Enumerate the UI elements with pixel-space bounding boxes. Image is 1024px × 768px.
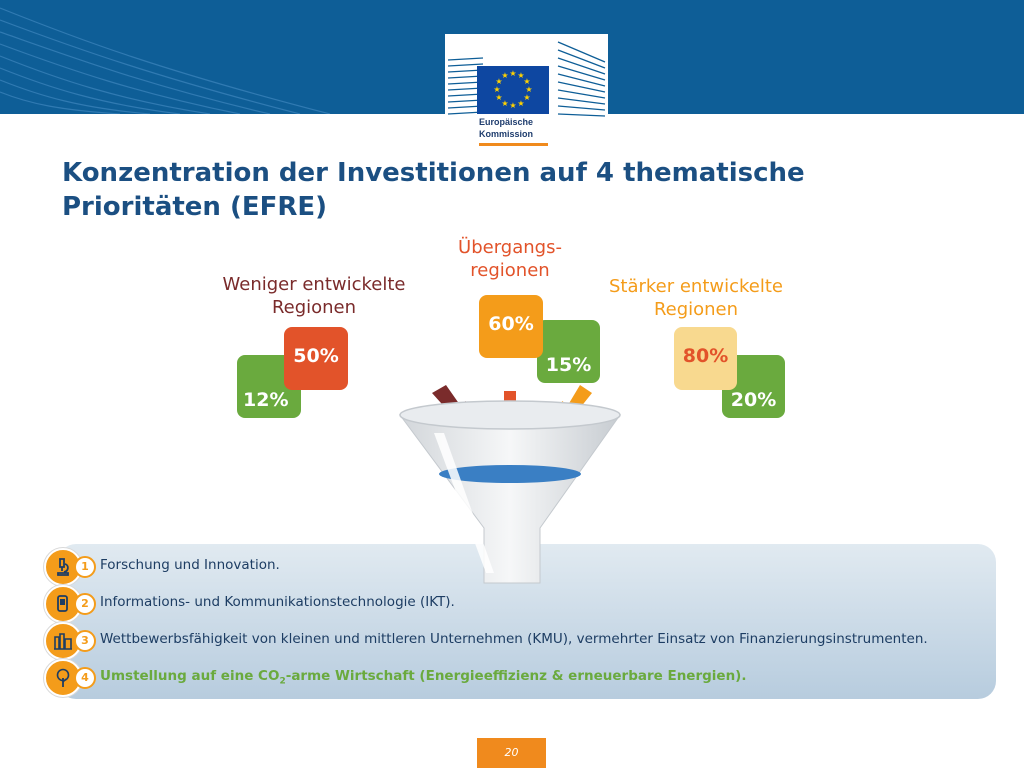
priority-text-4-pre: Umstellung auf eine CO [100, 668, 280, 684]
svg-text:★: ★ [509, 69, 517, 78]
svg-text:★: ★ [495, 77, 503, 86]
priority-text-3: Wettbewerbsfähigkeit von kleinen und mittleren Unternehmen (KMU), vermehrter Einsatz von Finanzierungsinstrumenten. [100, 631, 928, 647]
region-label-transition [420, 236, 600, 282]
svg-text:★: ★ [523, 93, 531, 102]
more-top-percent-box [674, 327, 737, 390]
less-top-percent: 50% [293, 344, 339, 367]
region-label-more-line1: Stärker entwickelte [608, 276, 784, 297]
priority-text-2: Informations- und Kommunikationstechnologie (IKT). [100, 594, 455, 610]
region-label-transition-line2: regionen [470, 260, 550, 281]
ec-logo-line1: Europäische [479, 117, 534, 127]
svg-text:★: ★ [517, 99, 525, 108]
priority-number-4: 4 [74, 667, 96, 689]
more-bottom-percent: 20% [730, 389, 777, 411]
region-label-transition-line1: Übergangs- [458, 237, 562, 258]
funnel-icon [400, 401, 620, 583]
svg-text:★: ★ [493, 85, 501, 94]
region-label-more-developed [586, 275, 806, 321]
ec-logo-text [479, 116, 533, 140]
svg-text:★: ★ [495, 93, 503, 102]
region-label-less-line2: Regionen [271, 297, 357, 318]
svg-text:★: ★ [517, 71, 525, 80]
less-bottom-percent: 12% [243, 389, 289, 411]
transition-bottom-percent: 15% [545, 354, 592, 376]
page-number: 20 [477, 738, 546, 768]
priority-text-4-post: -arme Wirtschaft (Energieeffizienz & erneuerbare Energien). [285, 668, 747, 684]
priority-text-4-sub: 2 [279, 676, 286, 687]
transition-bottom-percent-box [537, 320, 600, 383]
region-label-less-developed [204, 273, 424, 319]
funnel-graphic [390, 383, 650, 593]
svg-text:★: ★ [501, 71, 509, 80]
ec-logo-accent-bar [479, 143, 548, 146]
transition-top-percent: 60% [488, 312, 534, 335]
priority-number-1: 1 [74, 556, 96, 578]
priority-text-1: Forschung und Innovation. [100, 557, 280, 573]
ec-logo-line2: Kommission [479, 129, 534, 139]
priority-number-3: 3 [74, 630, 96, 652]
transition-top-percent-box [479, 295, 543, 358]
less-top-percent-box [284, 327, 348, 390]
priority-number-2: 2 [74, 593, 96, 615]
svg-text:★: ★ [501, 99, 509, 108]
region-label-more-line2: Regionen [653, 299, 739, 320]
region-label-less-line1: Weniger entwickelte [222, 274, 406, 295]
slide-title: Konzentration der Investitionen auf 4 thematische Prioritäten (EFRE) [62, 158, 805, 222]
more-top-percent: 80% [682, 344, 729, 367]
svg-text:★: ★ [509, 101, 517, 110]
svg-text:★: ★ [525, 85, 533, 94]
priority-text-4 [100, 668, 746, 687]
svg-text:★: ★ [523, 77, 531, 86]
